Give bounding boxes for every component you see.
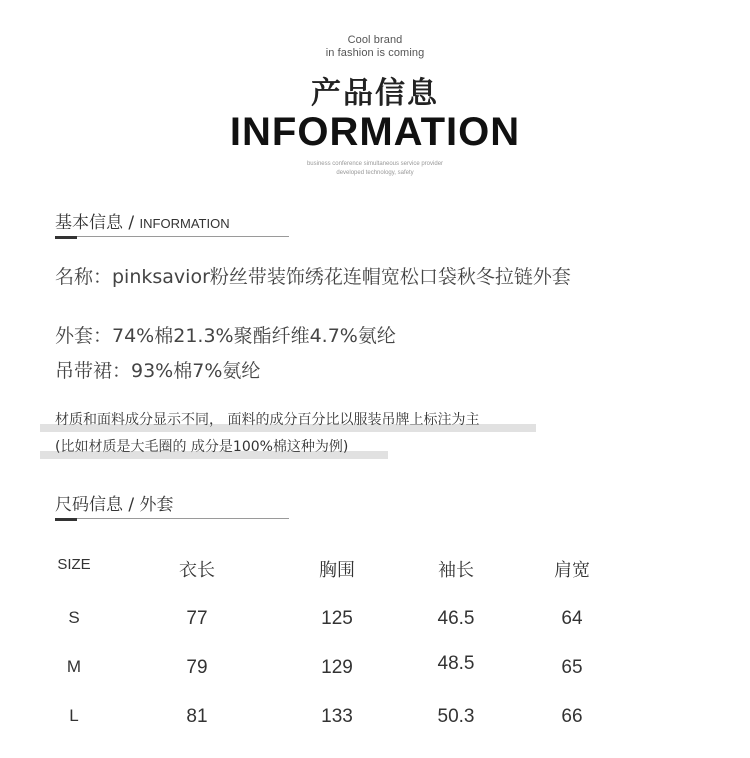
basic-info-heading-cn: 基本信息 /	[55, 213, 140, 233]
size-table-cell: 79	[186, 657, 208, 678]
size-table-cell: 133	[321, 706, 353, 727]
material-note-1: 材质和面料成分显示不同， 面料的成分百分比以服装吊牌上标注为主	[55, 412, 480, 428]
tagline-1: business conference simultaneous service provider	[306, 161, 444, 167]
material-note-2: (比如材质是大毛圈的 成分是100%棉这种为例)	[55, 439, 349, 455]
size-table-cell: 48.5	[437, 653, 475, 674]
size-table-cell: 129	[321, 657, 353, 678]
size-table-cell: M	[66, 657, 82, 676]
size-table-cell: 50.3	[437, 706, 475, 727]
size-table-header-4: 肩宽	[554, 560, 590, 581]
jacket-material: 外套：74%棉21.3%聚酯纤维4.7%氨纶	[55, 325, 396, 347]
size-table-cell: 77	[186, 608, 208, 629]
size-table-header-3: 袖长	[438, 560, 474, 581]
size-table-cell: L	[69, 706, 79, 725]
size-table-header-0: SIZE	[57, 556, 91, 573]
size-table-header-2: 胸围	[319, 560, 355, 581]
size-table-cell: 64	[561, 608, 583, 629]
brand-line-1: Cool brand	[347, 34, 403, 46]
size-table-cell: 66	[561, 706, 583, 727]
size-table-cell: 81	[186, 706, 208, 727]
size-table-cell: 46.5	[437, 608, 475, 629]
page-title-cn: 产品信息	[311, 76, 439, 111]
tagline-2: developed technology, safety	[336, 170, 414, 176]
page-title-en: INFORMATION	[229, 110, 521, 154]
brand-line-2: in fashion is coming	[325, 47, 425, 59]
slip-dress-material: 吊带裙：93%棉7%氨纶	[55, 360, 261, 382]
size-table-cell: 125	[321, 608, 353, 629]
size-table-cell: 65	[561, 657, 583, 678]
size-info-heading: 尺码信息 / 外套	[55, 495, 174, 515]
product-name: 名称：pinksavior粉丝带装饰绣花连帽宽松口袋秋冬拉链外套	[55, 266, 571, 288]
size-table-header-1: 衣长	[179, 560, 215, 581]
size-table-cell: S	[68, 608, 80, 627]
basic-info-heading-en: INFORMATION	[139, 216, 230, 231]
